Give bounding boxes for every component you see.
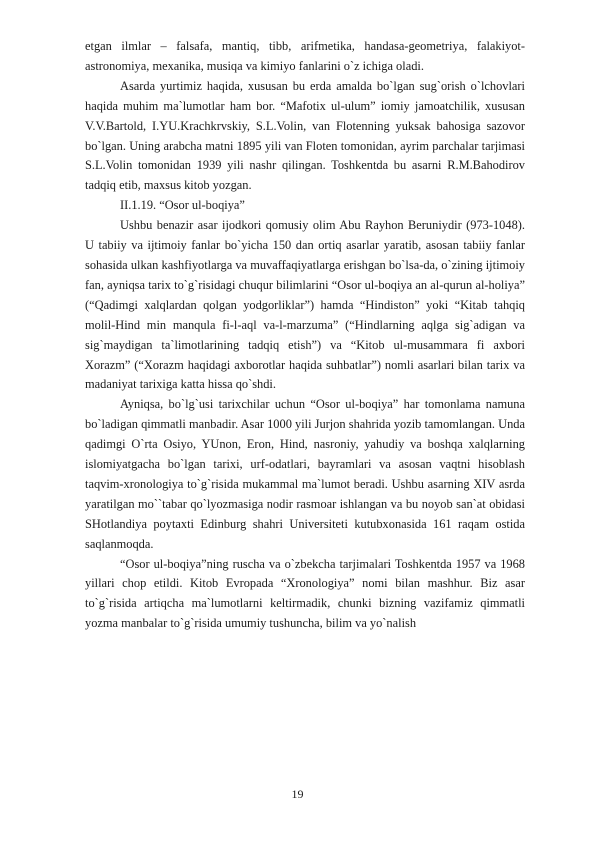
document-page <box>85 37 525 634</box>
paragraph-beruniy: Ushbu benazir asar ijodkori qomusiy olim Abu Rayhon Beruniydir (973-1048). U tabiiy va ijtimoiy fanlar bo`yicha 150 dan ortiq asarlar yaratib, asosan tabiiy fanlar sohasida ulkan kashfiyotlarga va muvaffaqiyatlarga erishgan bo`lsa-da, o`zining ijtimoiy fan, ayniqsa tarix to`g`risidagi chuqur bilimlarini “Osor ul-boqiya an al-qurun al-holiya” (“Qadimgi xalqlardan qolgan yodgorliklar”) hamda “Hindiston” yoki “Kitab tahqiq molil-Hind min manqula fi-l-aql va-l-marzuma” (“Hindlarning aqlga sig`adigan va sig`maydigan ta`limotlarining tadqiq etish”) va “Kitob ul-musammara fi axbori Xorazm” (“Xorazm haqidagi axborotlar haqida suhbatlar”) nomli asarlari bilan tarix va madaniyat tarixiga katta hissa qo`shdi. <box>85 218 525 392</box>
section-heading: II.1.19. “Osor ul-boqiya” <box>120 198 245 213</box>
paragraph-continuation: etgan ilmlar – falsafa, mantiq, tibb, arifmetika, handasa-geometriya, falakiyot-astronomiya, mexanika, musiqa va kimiyo fanlarini o`z ichiga oladi. <box>85 39 525 73</box>
paragraph-osor-value: Ayniqsa, bo`lg`usi tarixchilar uchun “Osor ul-boqiya” har tomonlama namuna bo`ladigan qimmatli manbadir. Asar 1000 yili Jurjon shahrida yozib tamomlangan. Unda qadimgi O`rta Osiyo, YUnon, Eron, Hind, nasroniy, yahudiy va boshqa xalqlarning islomiyatgacha bo`lgan tarixi, urf-odatlari, bayramlari va asosan vaqtni hisoblash taqvim-xronologiya to`g`risida mukammal ma`lumot beradi. Ushbu asarning XIV asrda yaratilgan mo``tabar qo`lyozmasiga nodir rasmoar ishlangan va bu noyob san`at obidasi SHotlandiya poytaxti Edinburg shahri Universiteti kutubxonasida 161 raqam ostida saqlanmoqda. <box>85 397 525 551</box>
paragraph-mafotix: Asarda yurtimiz haqida, xususan bu erda amalda bo`lgan sug`orish o`lchovlari haqida muhim ma`lumotlar ham bor. “Mafotix ul-ulum” iomiy jamoatchilik, xususan V.V.Bartold, I.YU.Krachkrvskiy, S.L.Volin, van Flotenning yuksak bahosiga sazovor bo`lgan. Uning arabcha matni 1895 yili van Floten tomonidan, ayrim parchalar tarjimasi S.L.Volin tomonidan 1939 yili nashr qilingan. Toshkentda bu asarni R.M.Bahodirov tadqiq etib, maxsus kitob yozgan. <box>85 78 525 193</box>
page-number: 19 <box>291 787 304 801</box>
paragraph-translations: “Osor ul-boqiya”ning ruscha va o`zbekcha tarjimalari Toshkentda 1957 va 1968 yillari chop etildi. Kitob Evropada “Xronologiya” nomi bilan mashhur. Biz asar to`g`risida artiqcha ma`lumotlarni keltirmadik, chunki bizning vazifamiz qimmatli yozma manbalar to`g`risida umumiy tushuncha, bilim va yo`nalish <box>85 556 525 631</box>
